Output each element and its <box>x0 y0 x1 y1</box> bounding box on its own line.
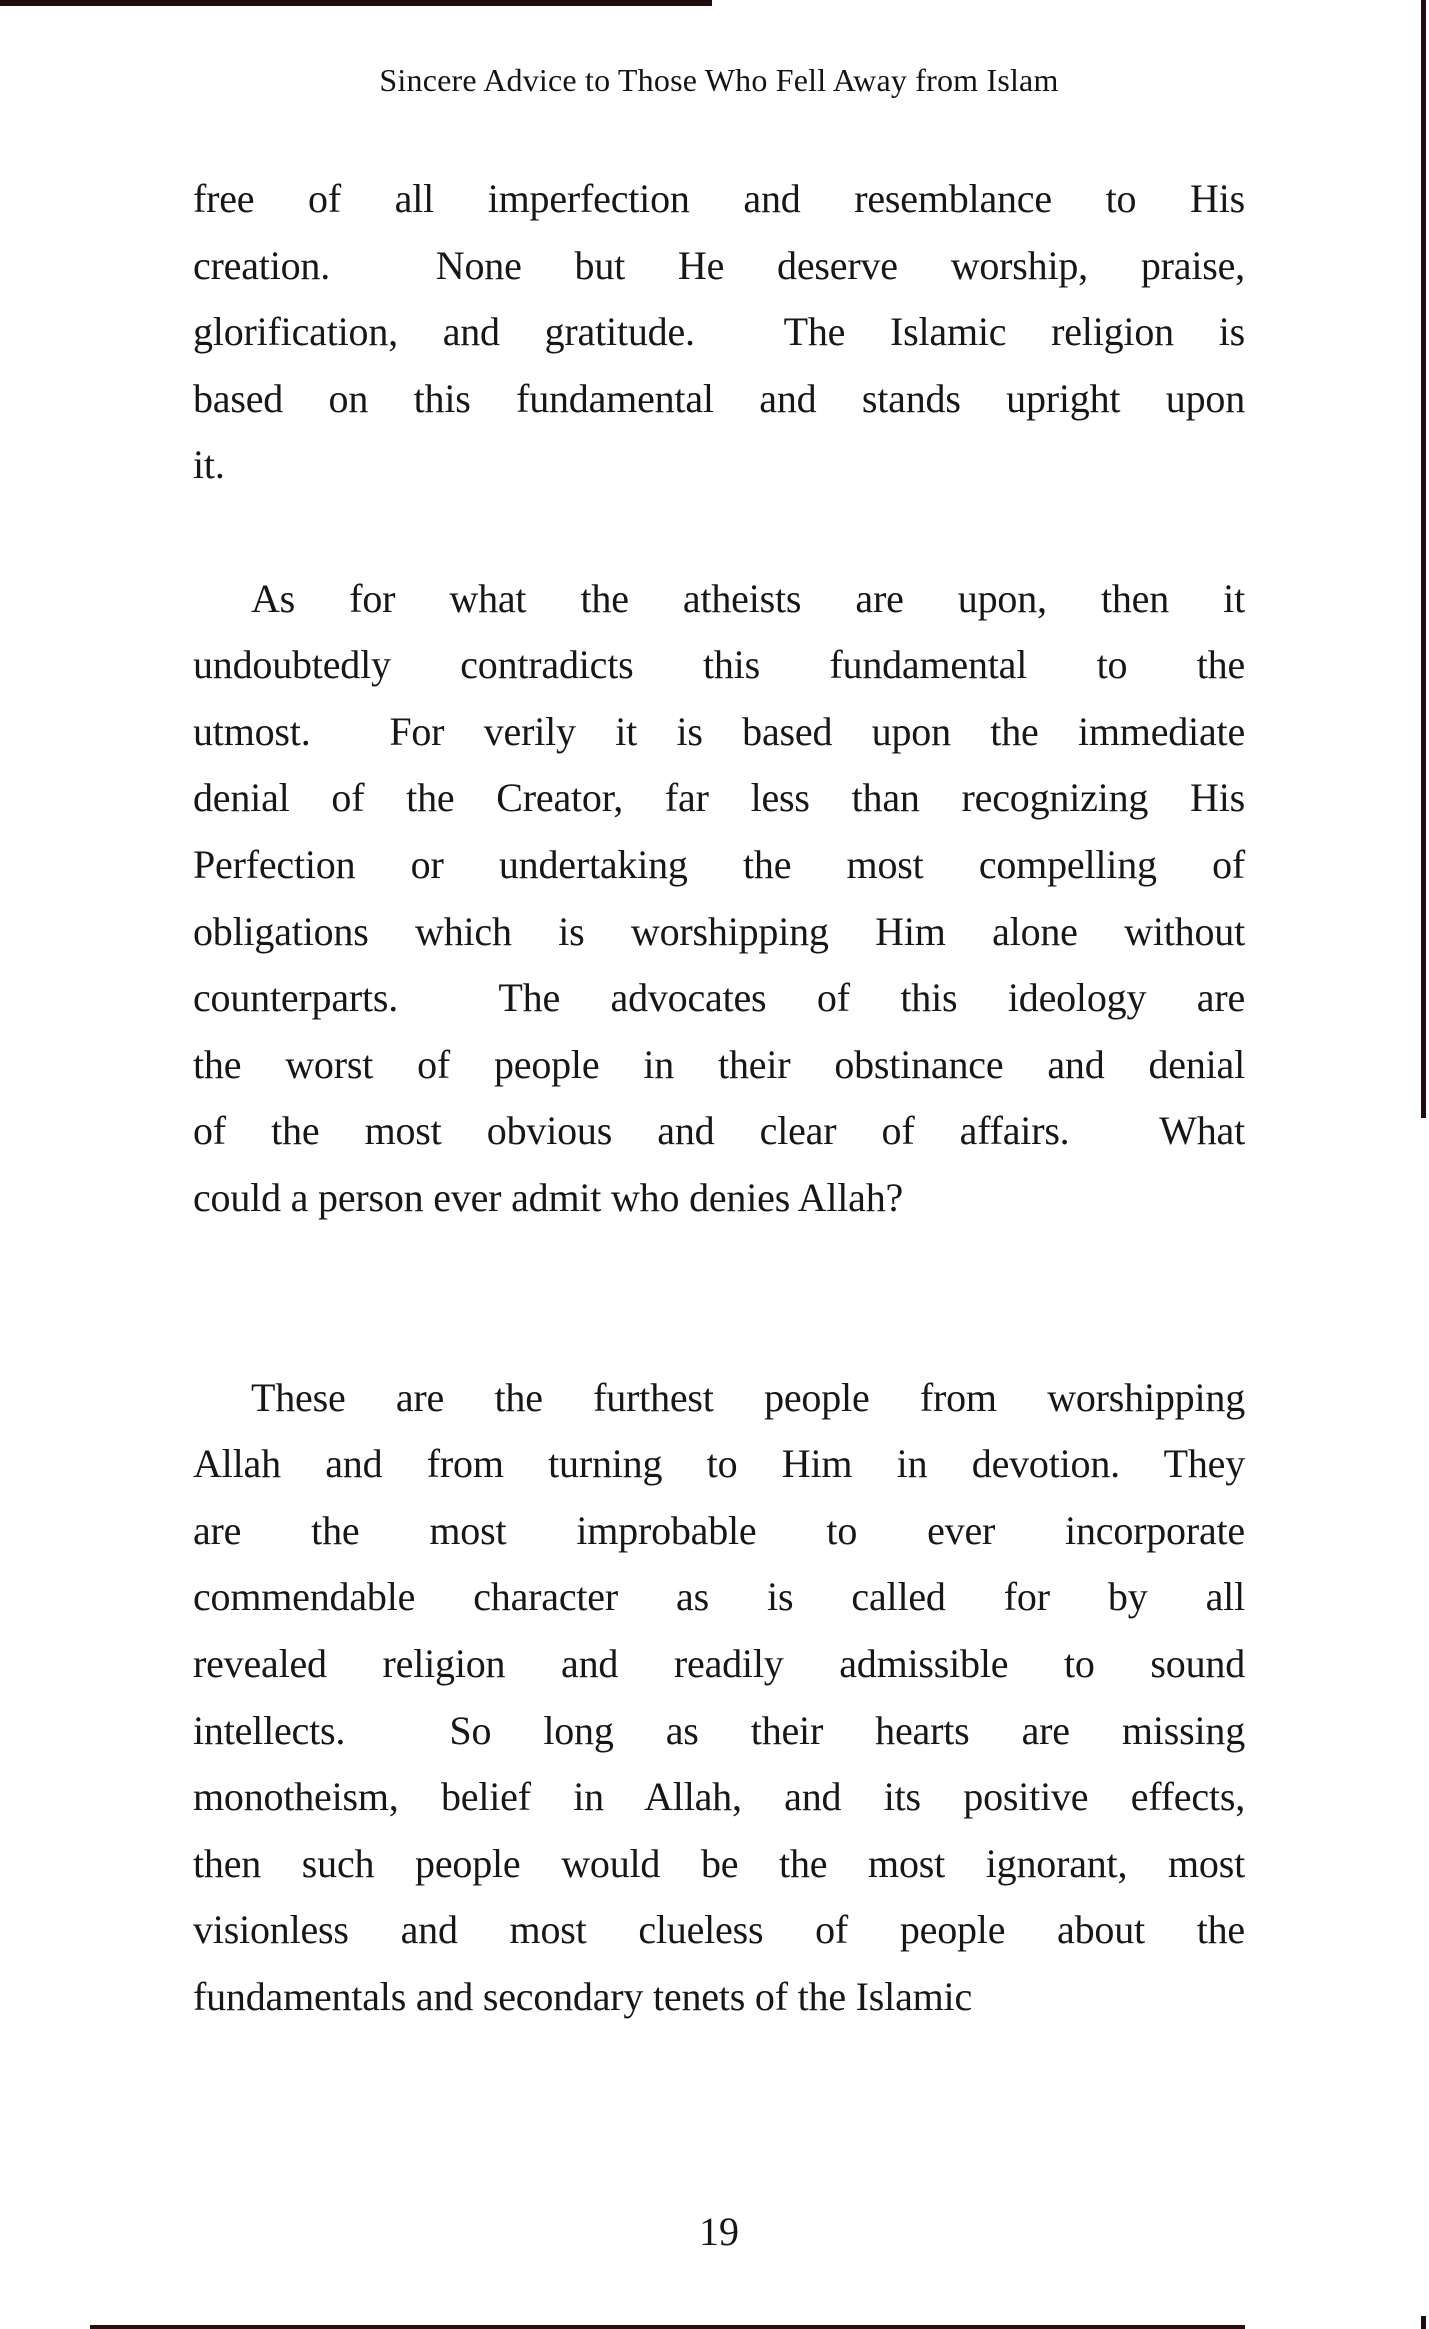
text-line: creation. None but He deserve worship, praise, <box>193 242 1245 288</box>
running-header-title: Sincere Advice to Those Who Fell Away from Islam <box>379 62 1059 98</box>
bottom-right-scan-tick <box>1421 2316 1426 2329</box>
right-edge-scan-line <box>1421 0 1426 1118</box>
text-line: Allah and from turning to Him in devotion. They <box>193 1441 1245 1487</box>
text-line: These are the furthest people from worshipping <box>251 1374 1245 1420</box>
text-line: counterparts. The advocates of this ideology are <box>193 975 1245 1021</box>
text-line: commendable character as is called for by all <box>193 1574 1245 1620</box>
text-line: fundamentals and secondary tenets of the Islamic <box>193 1974 973 2020</box>
text-line: As for what the atheists are upon, then it <box>251 575 1245 621</box>
text-line: based on this fundamental and stands upright upon <box>193 375 1245 421</box>
paragraph-3 <box>193 1365 1245 2031</box>
text-line: undoubtedly contradicts this fundamental to the <box>193 642 1245 688</box>
text-line: Perfection or undertaking the most compelling of <box>193 841 1245 887</box>
body-text-block <box>193 166 1245 2031</box>
text-line: then such people would be the most ignorant, most <box>193 1840 1245 1886</box>
top-edge-scan-bar <box>0 0 712 6</box>
text-line: could a person ever admit who denies Allah? <box>193 1174 904 1220</box>
paragraph-1 <box>193 166 1245 499</box>
page-number: 19 <box>699 2209 739 2254</box>
text-line: the worst of people in their obstinance and denial <box>193 1041 1245 1087</box>
text-line: glorification, and gratitude. The Islamic religion is <box>193 309 1245 355</box>
paragraph-2 <box>193 566 1245 1232</box>
text-line: visionless and most clueless of people about the <box>193 1907 1245 1953</box>
text-line: it. <box>193 442 225 488</box>
bottom-edge-scan-bar <box>90 2325 1245 2329</box>
text-line: free of all imperfection and resemblance to His <box>193 176 1245 221</box>
text-line: of the most obvious and clear of affairs. What <box>193 1108 1245 1154</box>
text-line: monotheism, belief in Allah, and its positive effects, <box>193 1774 1245 1820</box>
text-line: intellects. So long as their hearts are missing <box>193 1707 1245 1753</box>
text-line: denial of the Creator, far less than recognizing His <box>193 775 1245 821</box>
text-line: revealed religion and readily admissible to sound <box>193 1641 1245 1687</box>
text-line: obligations which is worshipping Him alone without <box>193 908 1245 954</box>
text-line: utmost. For verily it is based upon the immediate <box>193 708 1245 754</box>
text-line: are the most improbable to ever incorporate <box>193 1507 1245 1553</box>
